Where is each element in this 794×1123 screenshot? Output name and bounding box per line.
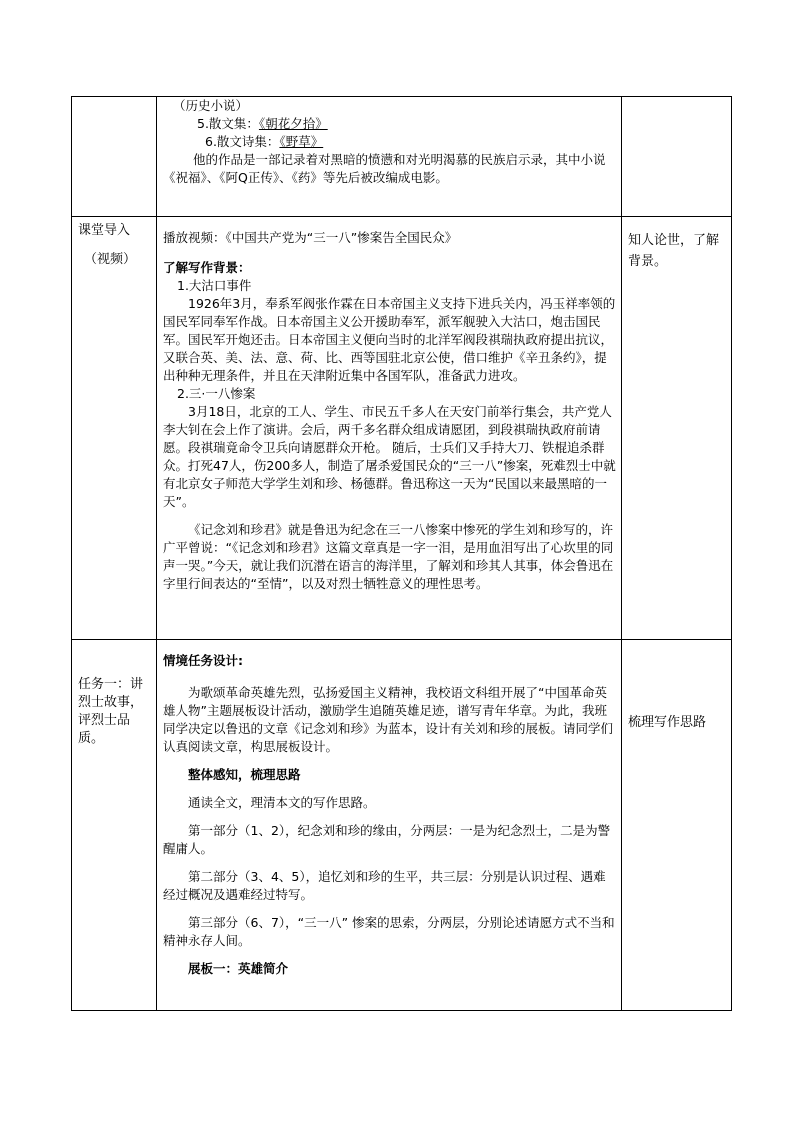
teaching-note: 知人论世，了解背景。: [628, 233, 720, 269]
part-two-paragraph: 第二部分（3、4、5），追忆刘和珍的生平，共三层：分别是认识过程、遇难经过概况及遇难经过特写。: [163, 869, 606, 902]
row2-content-cell: [157, 217, 622, 640]
part-one-paragraph: 第一部分（1、2），纪念刘和珍的缘由，分两层：一是为纪念烈士，二是为警醒庸人。: [163, 823, 611, 856]
dagukou-paragraph: 1926年3月，奉系军阀张作霖在日本帝国主义支持下进兵关内，冯玉祥率领的国民军同奉军作战。日本帝国主义公开援助奉军，派军舰驶入大沽口，炮击国民军。国民军开炮还击。日本帝国主义便向当时的北洋军阀段祺瑞执政府提出抗议，又联合英、美、法、意、荷、比、西等国驻北京公使，借口维护《辛丑条约》，提出种种无理条件，并且在天津附近集中各国军队，准备武力进攻。: [163, 296, 616, 383]
video-line: 播放视频：《中国共产党为“三一八”惨案告全国民众》: [163, 230, 458, 245]
board-one-heading: 展板一：英雄简介: [188, 961, 289, 976]
part-three-paragraph: 第三部分（6、7），“三一八” 惨案的思索，分两层，分别论述请愿方式不当和精神永存人间。: [163, 915, 615, 948]
item-prose-collection: [163, 115, 616, 133]
article-intro-paragraph: 《记念刘和珍君》就是鲁迅为纪念在三一八惨案中惨死的学生刘和珍写的，许广平曾说：“《记念刘和珍君》这篇文章真是一字一泪，是用血泪写出了心坎里的同声一哭。”今天，就让我们沉潜在语言的海洋里，了解刘和珍其人其事，体会鲁迅在字里行间表达的“至情”，以及对烈士牺牲意义的理性思考。: [163, 522, 614, 591]
section-label: 课堂导入: [78, 223, 131, 238]
massacre-paragraph: 3月18日，北京的工人、学生、市民五千多人在天安门前举行集会，共产党人李大钊在会上作了演讲。会后，两千多名群众组成请愿团，到段祺瑞执政府前请愿。段祺瑞竟命令卫兵向请愿群众开枪。 随后，士兵们又手持大刀、铁棍追杀群众。打死47人，伤200多人，制造了屠杀爱国民众的“三一八”惨案，死难烈士中就有北京女子师范大学学生刘和珍、杨德群。鲁迅称这一天为“民国以来最黑暗的一天”。: [163, 404, 616, 509]
row3-content-cell: [157, 640, 622, 1011]
table-row: [72, 640, 732, 1011]
row2-left-cell: [72, 217, 157, 640]
subheading-318: 2.三·一八惨案: [177, 386, 256, 401]
teaching-note: 梳理写作思路: [628, 715, 707, 730]
row3-right-cell: [622, 640, 732, 1011]
row1-right-cell: [622, 97, 732, 217]
row3-left-cell: [72, 640, 157, 1011]
table-row: [72, 217, 732, 640]
historical-novel-line: （历史小说）: [173, 98, 249, 113]
item-prose-poem-collection: [163, 133, 616, 151]
read-through-line: 通读全文，理清本文的写作思路。: [188, 795, 376, 810]
table-row: [72, 97, 732, 217]
subheading-dagukou: 1.大沽口事件: [177, 278, 252, 293]
task-label: 任务一：讲烈士故事，评烈士品质。: [78, 677, 144, 746]
item-label: 6.散文诗集：: [205, 134, 280, 149]
row2-right-cell: [622, 217, 732, 640]
task-design-heading: 情境任务设计:: [163, 653, 243, 668]
works-paragraph: 他的作品是一部记录着对黑暗的愤懑和对光明渴慕的民族启示录，其中小说《祝福》、《阿Q正传》、《药》等先后被改编成电影。: [163, 152, 606, 185]
overview-heading: 整体感知，梳理思路: [188, 767, 301, 782]
background-heading: 了解写作背景：: [163, 260, 251, 275]
book-title: 《朝花夕拾》: [258, 116, 328, 131]
row1-content-cell: [157, 97, 622, 217]
task-design-paragraph: 为歌颂革命英雄先烈，弘扬爱国主义精神，我校语文科组开展了“中国革命英雄人物”主题展板设计活动，激励学生追随英雄足迹，谱写青年华章。为此，我班同学决定以鲁迅的文章《记念刘和珍》为蓝本，设计有关刘和珍的展板。请同学们认真阅读文章，构思展板设计。: [163, 685, 614, 754]
lesson-plan-table: [71, 96, 732, 1011]
book-title: 《野草》: [279, 134, 324, 149]
section-sub-label: （视频）: [84, 252, 137, 267]
item-label: 5.散文集：: [197, 116, 259, 131]
row1-left-cell: [72, 97, 157, 217]
